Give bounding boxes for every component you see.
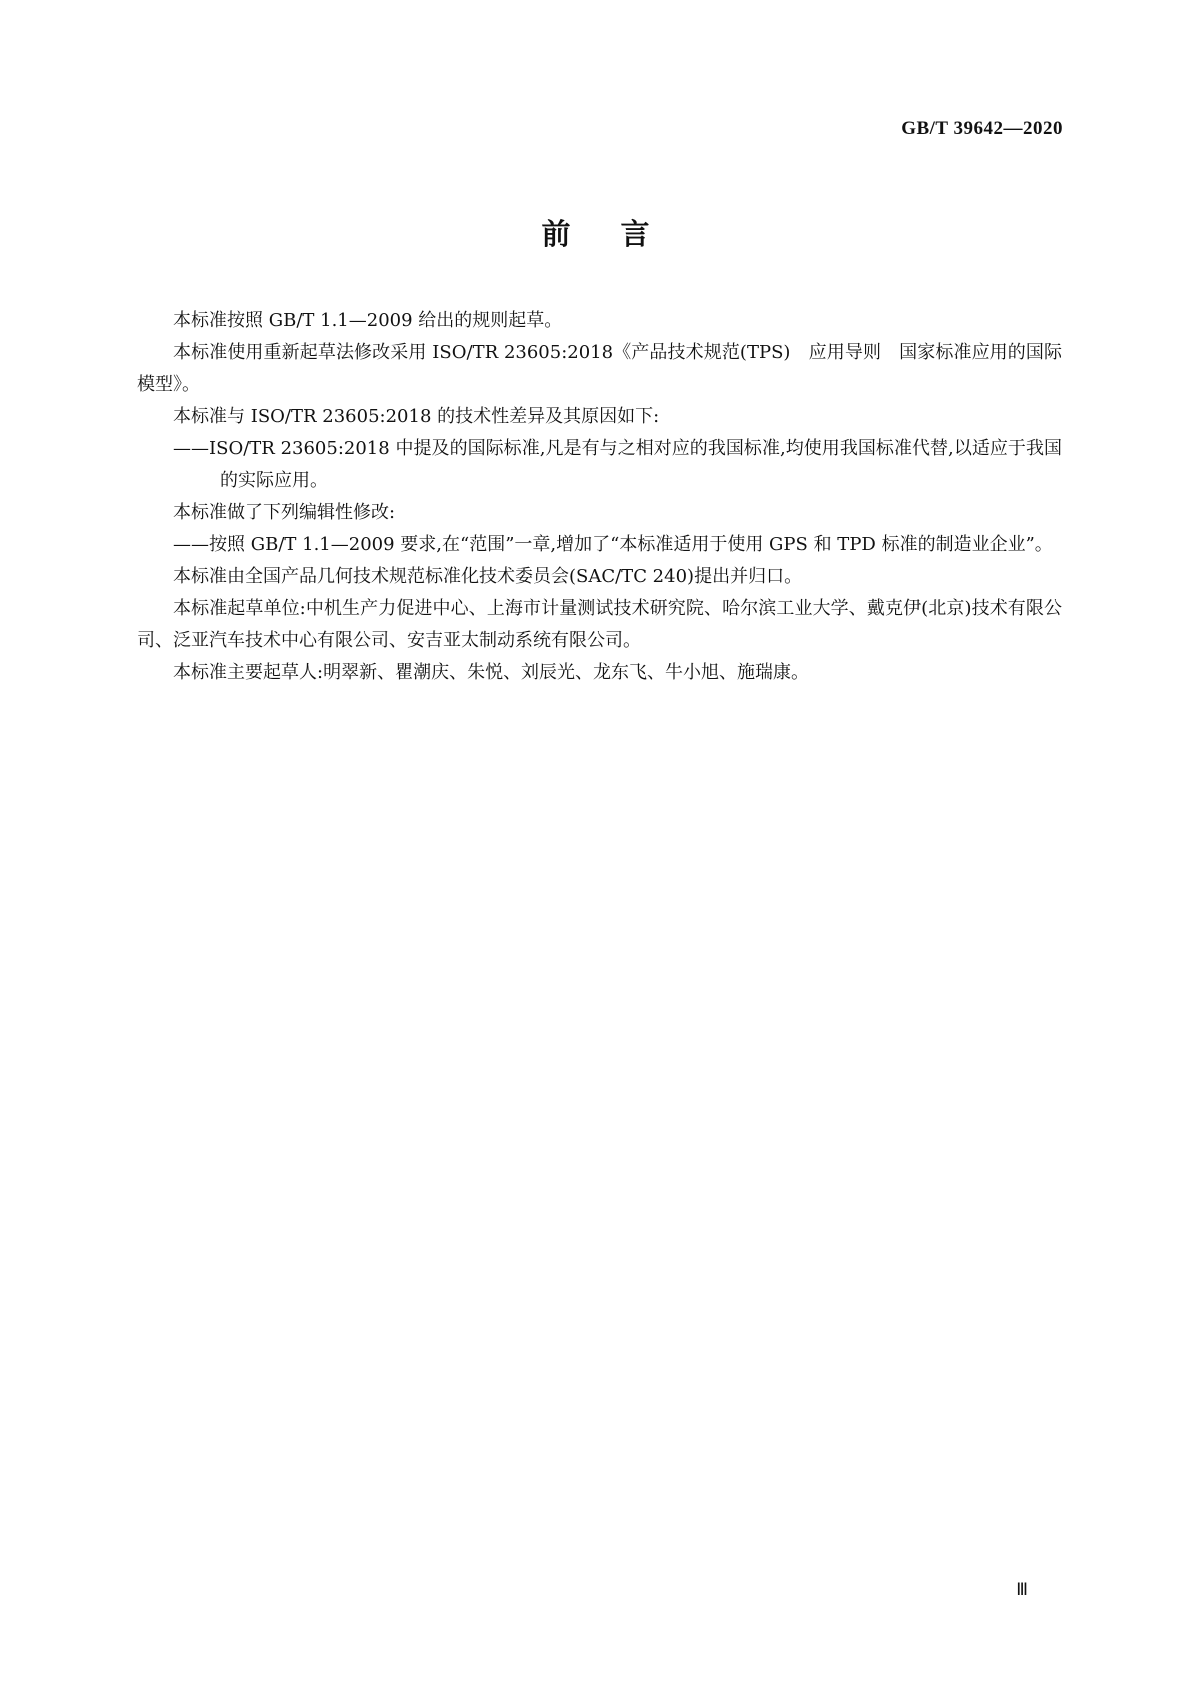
page-number: Ⅲ <box>1016 1580 1028 1599</box>
paragraph-drafting-units: 本标准起草单位:中机生产力促进中心、上海市计量测试技术研究院、哈尔滨工业大学、戴克伊(北京)技术有限公司、泛亚汽车技术中心有限公司、安吉亚太制动系统有限公司。 <box>137 598 1062 651</box>
paragraph-adoption: 本标准使用重新起草法修改采用 ISO/TR 23605:2018《产品技术规范(TPS) 应用导则 国家标准应用的国际模型》。 <box>137 342 1062 395</box>
foreword-body <box>137 305 1062 689</box>
paragraph-drafting-rules: 本标准按照 GB/T 1.1—2009 给出的规则起草。 <box>173 310 563 331</box>
paragraph-drafters: 本标准主要起草人:明翠新、瞿潮庆、朱悦、刘辰光、龙东飞、牛小旭、施瑞康。 <box>173 662 810 683</box>
page-title: 前言 <box>541 217 700 251</box>
paragraph-proposer: 本标准由全国产品几何技术规范标准化技术委员会(SAC/TC 240)提出并归口。 <box>173 566 803 587</box>
paragraph-technical-differences: 本标准与 ISO/TR 23605:2018 的技术性差异及其原因如下: <box>173 406 660 427</box>
paragraph-editorial-changes: 本标准做了下列编辑性修改: <box>173 502 396 523</box>
list-item-editorial-change: ——按照 GB/T 1.1—2009 要求,在“范围”一章,增加了“本标准适用于使用 GPS 和 TPD 标准的制造业企业”。 <box>173 534 1053 555</box>
standard-number: GB/T 39642—2020 <box>901 118 1063 139</box>
list-item-technical-difference: ——ISO/TR 23605:2018 中提及的国际标准,凡是有与之相对应的我国标准,均使用我国标准代替,以适应于我国的实际应用。 <box>173 438 1062 491</box>
